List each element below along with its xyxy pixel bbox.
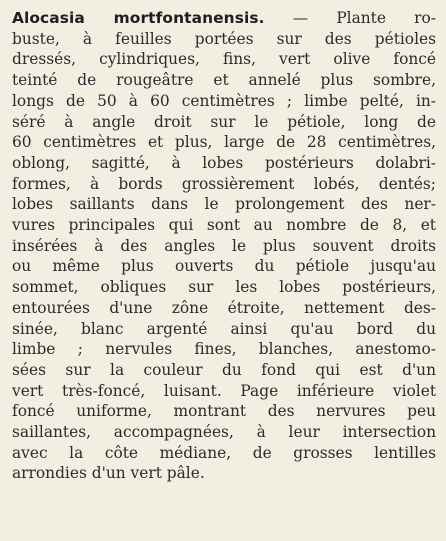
- description-line: séré à angle droit sur le pétiole, long de: [12, 112, 436, 131]
- description-line: vert très-foncé, luisant. Page inférieure violet: [12, 381, 436, 400]
- species-name: Alocasia mortfontanensis.: [12, 9, 265, 27]
- description-line: arrondies d'un vert pâle.: [12, 464, 205, 483]
- description-line: avec la côte médiane, de grosses lentilles: [12, 443, 436, 462]
- description-line: saillantes, accompagnées, à leur intersection: [12, 423, 436, 442]
- description-line: Alocasia mortfontanensis. — Plante ro-: [12, 9, 436, 27]
- description-line: vures principales qui sont au nombre de 8, et: [12, 216, 436, 235]
- description-line: teinté de rougeâtre et annelé plus sombre,: [12, 71, 436, 90]
- description-line: sommet, obliques sur les lobes postérieurs,: [12, 278, 436, 297]
- description-line: limbe ; nervules fines, blanches, anestomo-: [12, 340, 436, 359]
- description-line: foncé uniforme, montrant des nervures peu: [12, 402, 436, 421]
- description-line: 60 centimètres et plus, large de 28 centimètres,: [12, 133, 436, 152]
- description-line: formes, à bords grossièrement lobés, dentés;: [12, 174, 436, 193]
- description-line: dressés, cylindriques, fins, vert olive foncé: [12, 50, 436, 69]
- plant-description: [12, 8, 436, 484]
- description-line: buste, à feuilles portées sur des pétioles: [12, 29, 436, 48]
- description-line: insérées à des angles le plus souvent droits: [12, 236, 436, 255]
- description-line: sinée, blanc argenté ainsi qu'au bord du: [12, 319, 436, 338]
- description-line: oblong, sagitté, à lobes postérieurs dolabri-: [12, 153, 436, 172]
- description-line: entourées d'une zône étroite, nettement des-: [12, 298, 436, 317]
- description-line: ou même plus ouverts du pétiole jusqu'au: [12, 257, 436, 276]
- description-line: lobes saillants dans le prolongement des ner-: [12, 195, 436, 214]
- description-line: sées sur la couleur du fond qui est d'un: [12, 360, 436, 379]
- description-line: longs de 50 à 60 centimètres ; limbe pelté, in-: [12, 91, 436, 110]
